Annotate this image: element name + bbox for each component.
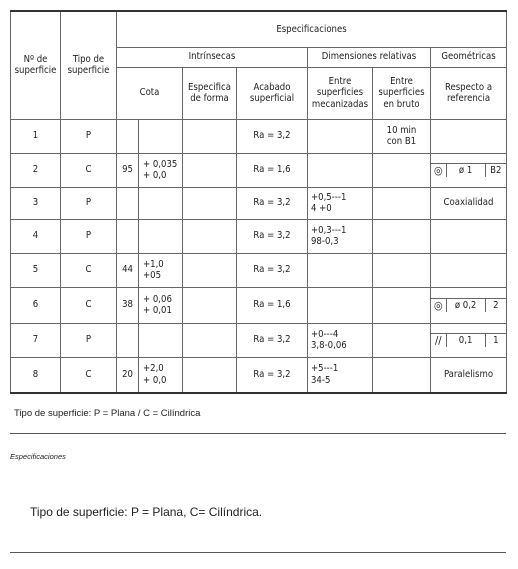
- cell-between-raw: [373, 253, 431, 287]
- cell-geometric: Coaxialidad: [431, 187, 507, 219]
- cell-cota: [117, 219, 139, 253]
- cell-finish: Ra = 3,2: [237, 119, 308, 153]
- surface-type-note: Tipo de superficie: P = Plana, C= Cilíndrica.: [30, 505, 263, 519]
- header-cota: Cota: [117, 67, 183, 119]
- tolerance-line: + 0,0: [143, 374, 167, 386]
- dimension-line: +0---4: [311, 328, 339, 340]
- cell-between-raw: [373, 187, 431, 219]
- cell-tolerance: [139, 153, 183, 187]
- table-row: [11, 253, 507, 287]
- cell-between-machined: [308, 323, 373, 357]
- cell-cota: 44: [117, 253, 139, 287]
- cell-num: 1: [11, 119, 61, 153]
- table-row: [11, 287, 507, 323]
- cell-tolerance: [139, 253, 183, 287]
- cell-shape: [183, 219, 237, 253]
- header-geometric: Geométricas: [431, 47, 507, 67]
- table-row: [11, 219, 507, 253]
- cell-finish: Ra = 3,2: [237, 219, 308, 253]
- cell-tolerance: [139, 219, 183, 253]
- cell-shape: [183, 287, 237, 323]
- table-row: [11, 187, 507, 219]
- cell-shape: [183, 187, 237, 219]
- cell-between-machined: [308, 153, 373, 187]
- cell-between-machined: [308, 219, 373, 253]
- cell-tolerance: [139, 187, 183, 219]
- table-row: [11, 119, 507, 153]
- specifications-table: [10, 10, 507, 394]
- cell-geometric: [431, 323, 507, 357]
- cell-shape: [183, 153, 237, 187]
- dimension-line: +0,5---1: [311, 191, 347, 203]
- header-num-surface: Nº de superficie: [11, 11, 61, 119]
- datum-reference: 1: [485, 334, 506, 347]
- cell-type: P: [61, 187, 117, 219]
- cell-finish: Ra = 1,6: [237, 153, 308, 187]
- cell-finish: Ra = 1,6: [237, 287, 308, 323]
- cell-num: 3: [11, 187, 61, 219]
- cell-shape: [183, 119, 237, 153]
- tolerance-line: + 0,06: [143, 293, 172, 305]
- cell-cota: 20: [117, 357, 139, 393]
- cell-shape: [183, 323, 237, 357]
- header-finish: Acabado superficial: [237, 67, 308, 119]
- cell-type: C: [61, 357, 117, 393]
- cell-geometric: [431, 119, 507, 153]
- cell-type: C: [61, 287, 117, 323]
- caption: Especificaciones: [10, 452, 66, 461]
- cell-cota: [117, 323, 139, 357]
- cell-tolerance: [139, 119, 183, 153]
- cell-between-raw: [373, 287, 431, 323]
- cell-shape: [183, 253, 237, 287]
- tolerance-value: 0,1: [446, 334, 485, 347]
- tolerance-line: + 0,035: [143, 158, 178, 170]
- cell-between-raw: [373, 323, 431, 357]
- cell-type: P: [61, 219, 117, 253]
- tolerance-value: ø 0,2: [446, 299, 485, 312]
- cell-shape: [183, 357, 237, 393]
- cell-geometric: [431, 253, 507, 287]
- cell-between-raw: [373, 219, 431, 253]
- cell-num: 5: [11, 253, 61, 287]
- tolerance-value: ø 1: [446, 164, 485, 177]
- dimension-line: 3,8-0,06: [311, 340, 347, 351]
- dimension-line: 98-0,3: [311, 236, 339, 247]
- tolerance-line: +1,0: [143, 258, 164, 270]
- cell-geometric: [431, 219, 507, 253]
- cell-finish: Ra = 3,2: [237, 357, 308, 393]
- cell-cota: [117, 187, 139, 219]
- cell-geometric: [431, 287, 507, 323]
- dimension-line: +5---1: [311, 363, 339, 375]
- cell-between-machined: [308, 357, 373, 393]
- cell-cota: 95: [117, 153, 139, 187]
- raw-line: con B1: [386, 136, 417, 147]
- cell-tolerance: [139, 323, 183, 357]
- header-shape-spec: Especifica de forma: [183, 67, 237, 119]
- concentricity-icon: ◎: [433, 298, 443, 312]
- header-intrinsic: Intrínsecas: [117, 47, 308, 67]
- cell-between-raw: [373, 153, 431, 187]
- cell-finish: Ra = 3,2: [237, 253, 308, 287]
- tolerance-line: +2,0: [143, 363, 164, 375]
- cell-finish: Ra = 3,2: [237, 323, 308, 357]
- raw-line: 10 min: [386, 124, 417, 136]
- cell-geometric: [431, 153, 507, 187]
- datum-reference: 2: [485, 299, 506, 312]
- cell-tolerance: [139, 287, 183, 323]
- cell-geometric: Paralelismo: [431, 357, 507, 393]
- dimension-line: 34-5: [311, 374, 331, 386]
- cell-finish: Ra = 3,2: [237, 187, 308, 219]
- header-respect-ref: Respecto a referencia: [431, 67, 507, 119]
- cell-cota: 38: [117, 287, 139, 323]
- cell-num: 6: [11, 287, 61, 323]
- cell-num: 8: [11, 357, 61, 393]
- table-row: [11, 153, 507, 187]
- cell-num: 7: [11, 323, 61, 357]
- tolerance-line: +05: [143, 270, 162, 281]
- dimension-line: 4 +0: [311, 203, 332, 214]
- cell-type: C: [61, 153, 117, 187]
- table-row: [11, 357, 507, 393]
- cell-num: 4: [11, 219, 61, 253]
- parallelism-icon: //: [434, 333, 442, 347]
- header-between-raw: Entre superficies en bruto: [373, 67, 431, 119]
- table-row: [11, 323, 507, 357]
- tolerance-line: + 0,01: [143, 305, 172, 316]
- cell-type: C: [61, 253, 117, 287]
- cell-between-machined: [308, 287, 373, 323]
- header-surface-type: Tipo de superficie: [61, 11, 117, 119]
- tolerance-line: + 0,0: [143, 170, 167, 181]
- surface-type-footnote: Tipo de superficie: P = Plana / C = Cilíndrica: [10, 400, 506, 434]
- cell-between-machined: [308, 119, 373, 153]
- cell-between-raw: [373, 357, 431, 393]
- header-between-machined: Entre superficies mecanizadas: [308, 67, 373, 119]
- header-relative-dims: Dimensiones relativas: [308, 47, 431, 67]
- cell-type: P: [61, 119, 117, 153]
- cell-cota: [117, 119, 139, 153]
- header-specifications: Especificaciones: [117, 11, 507, 47]
- datum-reference: B2: [485, 164, 506, 177]
- cell-num: 2: [11, 153, 61, 187]
- cell-between-machined: [308, 187, 373, 219]
- cell-between-raw: [373, 119, 431, 153]
- dimension-line: +0,3---1: [311, 224, 347, 236]
- bottom-rule: [10, 552, 506, 553]
- cell-type: P: [61, 323, 117, 357]
- concentricity-icon: ◎: [433, 163, 443, 177]
- cell-between-machined: [308, 253, 373, 287]
- cell-tolerance: [139, 357, 183, 393]
